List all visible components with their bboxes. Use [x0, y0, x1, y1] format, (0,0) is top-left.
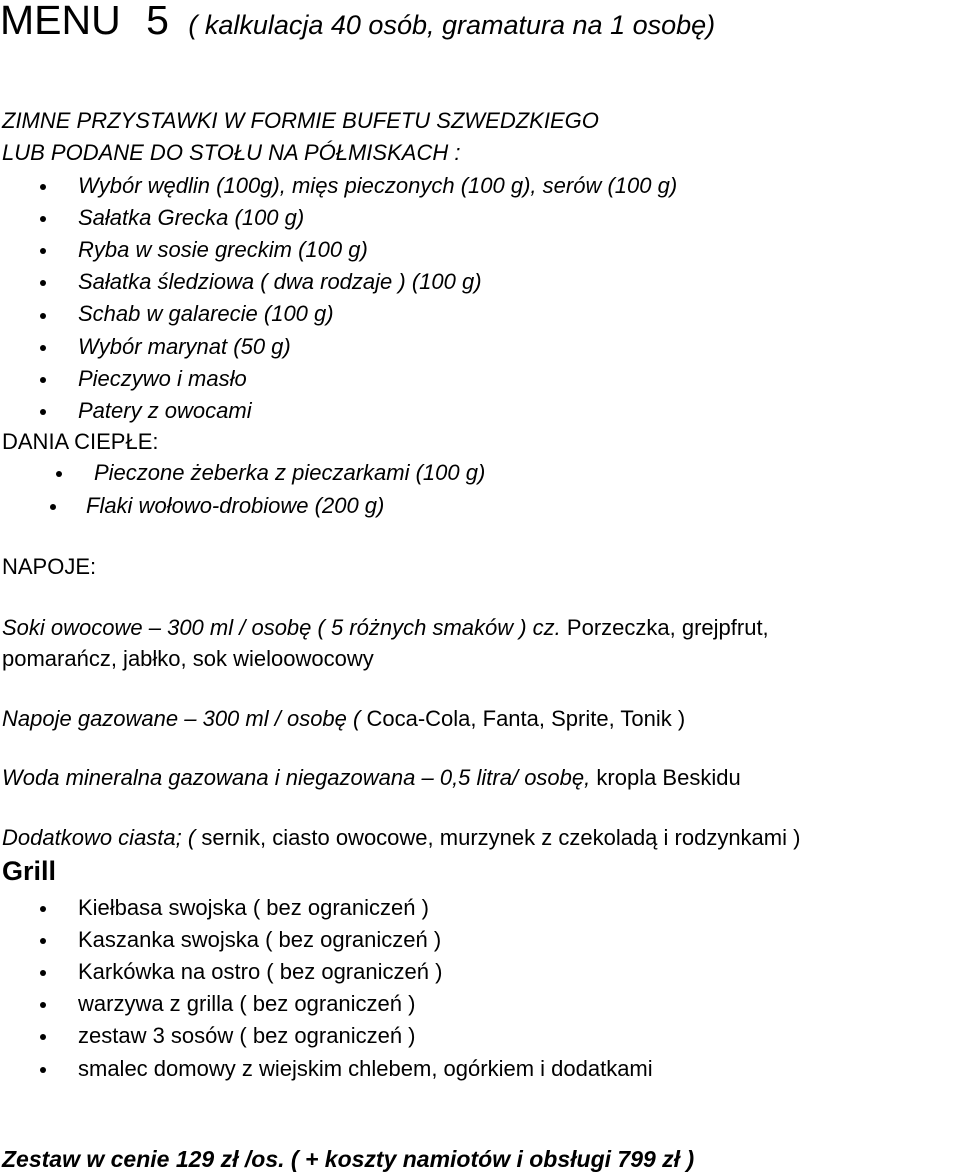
bullet-icon [40, 938, 46, 944]
bullet-icon [40, 248, 46, 254]
title-subtitle: ( kalkulacja 40 osób, gramatura na 1 osobę) [188, 10, 716, 40]
list-item: Pieczone żeberka z pieczarkami (100 g) [94, 460, 486, 485]
bullet-icon [50, 504, 56, 510]
bullet-icon [40, 184, 46, 190]
cold-heading-line2: LUB PODANE DO STOŁU NA PÓŁMISKACH : [2, 140, 461, 165]
list-item: Wybór marynat (50 g) [78, 334, 291, 359]
juice-flavors: Porzeczka, grejpfrut, [566, 615, 769, 640]
bullet-icon [40, 377, 46, 383]
hot-heading: DANIA CIEPŁE: [2, 429, 159, 454]
list-item: Sałatka śledziowa ( dwa rodzaje ) (100 g) [78, 269, 482, 294]
cakes-line [2, 827, 800, 849]
list-item: Flaki wołowo-drobiowe (200 g) [86, 493, 385, 518]
bullet-icon [40, 313, 46, 319]
bullet-icon [40, 1002, 46, 1008]
water-line [2, 767, 741, 789]
bullet-icon [40, 409, 46, 415]
list-item: Patery z owocami [78, 398, 252, 423]
bullet-icon [40, 906, 46, 912]
soda-brands: Coca-Cola, Fanta, Sprite, Tonik ) [366, 706, 686, 731]
bullet-icon [40, 1034, 46, 1040]
list-item: Sałatka Grecka (100 g) [78, 205, 305, 230]
bullet-icon [40, 970, 46, 976]
title-main: MENU [0, 0, 121, 43]
water-brand: kropla Beskidu [596, 765, 741, 790]
cakes-list: sernik, ciasto owocowe, murzynek z czekoladą i rodzynkami ) [201, 825, 801, 850]
title-number: 5 [146, 0, 169, 43]
list-item: Karkówka na ostro ( bez ograniczeń ) [78, 959, 443, 984]
soda-line [2, 708, 685, 730]
list-item: Pieczywo i masło [78, 366, 247, 391]
bullet-icon [40, 1067, 46, 1073]
drinks-heading: NAPOJE: [2, 554, 97, 579]
list-item: smalec domowy z wiejskim chlebem, ogórkiem i dodatkami [78, 1056, 653, 1081]
list-item: Kiełbasa swojska ( bez ograniczeń ) [78, 895, 429, 920]
bullet-icon [40, 345, 46, 351]
price-footer: Zestaw w cenie 129 zł /os. ( + koszty namiotów i obsługi 799 zł ) [2, 1146, 695, 1172]
water-text: Woda mineralna gazowana i niegazowana – 0,5 litra/ osobę, [2, 765, 591, 790]
grill-heading: Grill [2, 856, 57, 886]
list-item: Wybór wędlin (100g), mięs pieczonych (100 g), serów (100 g) [78, 173, 678, 198]
bullet-icon [40, 216, 46, 222]
list-item: Ryba w sosie greckim (100 g) [78, 237, 368, 262]
bullet-icon [40, 280, 46, 286]
cold-heading-line1: ZIMNE PRZYSTAWKI W FORMIE BUFETU SZWEDZKIEGO [2, 108, 599, 133]
list-item: Kaszanka swojska ( bez ograniczeń ) [78, 927, 442, 952]
list-item: Schab w galarecie (100 g) [78, 301, 334, 326]
juice-line2: pomarańcz, jabłko, sok wieloowocowy [2, 646, 374, 671]
list-item: warzywa z grilla ( bez ograniczeń ) [78, 991, 416, 1016]
list-item: zestaw 3 sosów ( bez ograniczeń ) [78, 1023, 416, 1048]
soda-text: Napoje gazowane – 300 ml / osobę ( [2, 706, 361, 731]
bullet-icon [56, 471, 62, 477]
juice-line [2, 617, 769, 639]
page-title [0, 0, 715, 41]
cakes-text: Dodatkowo ciasta; ( [2, 825, 196, 850]
juice-text: Soki owocowe – 300 ml / osobę ( 5 różnych smaków ) cz. [2, 615, 561, 640]
